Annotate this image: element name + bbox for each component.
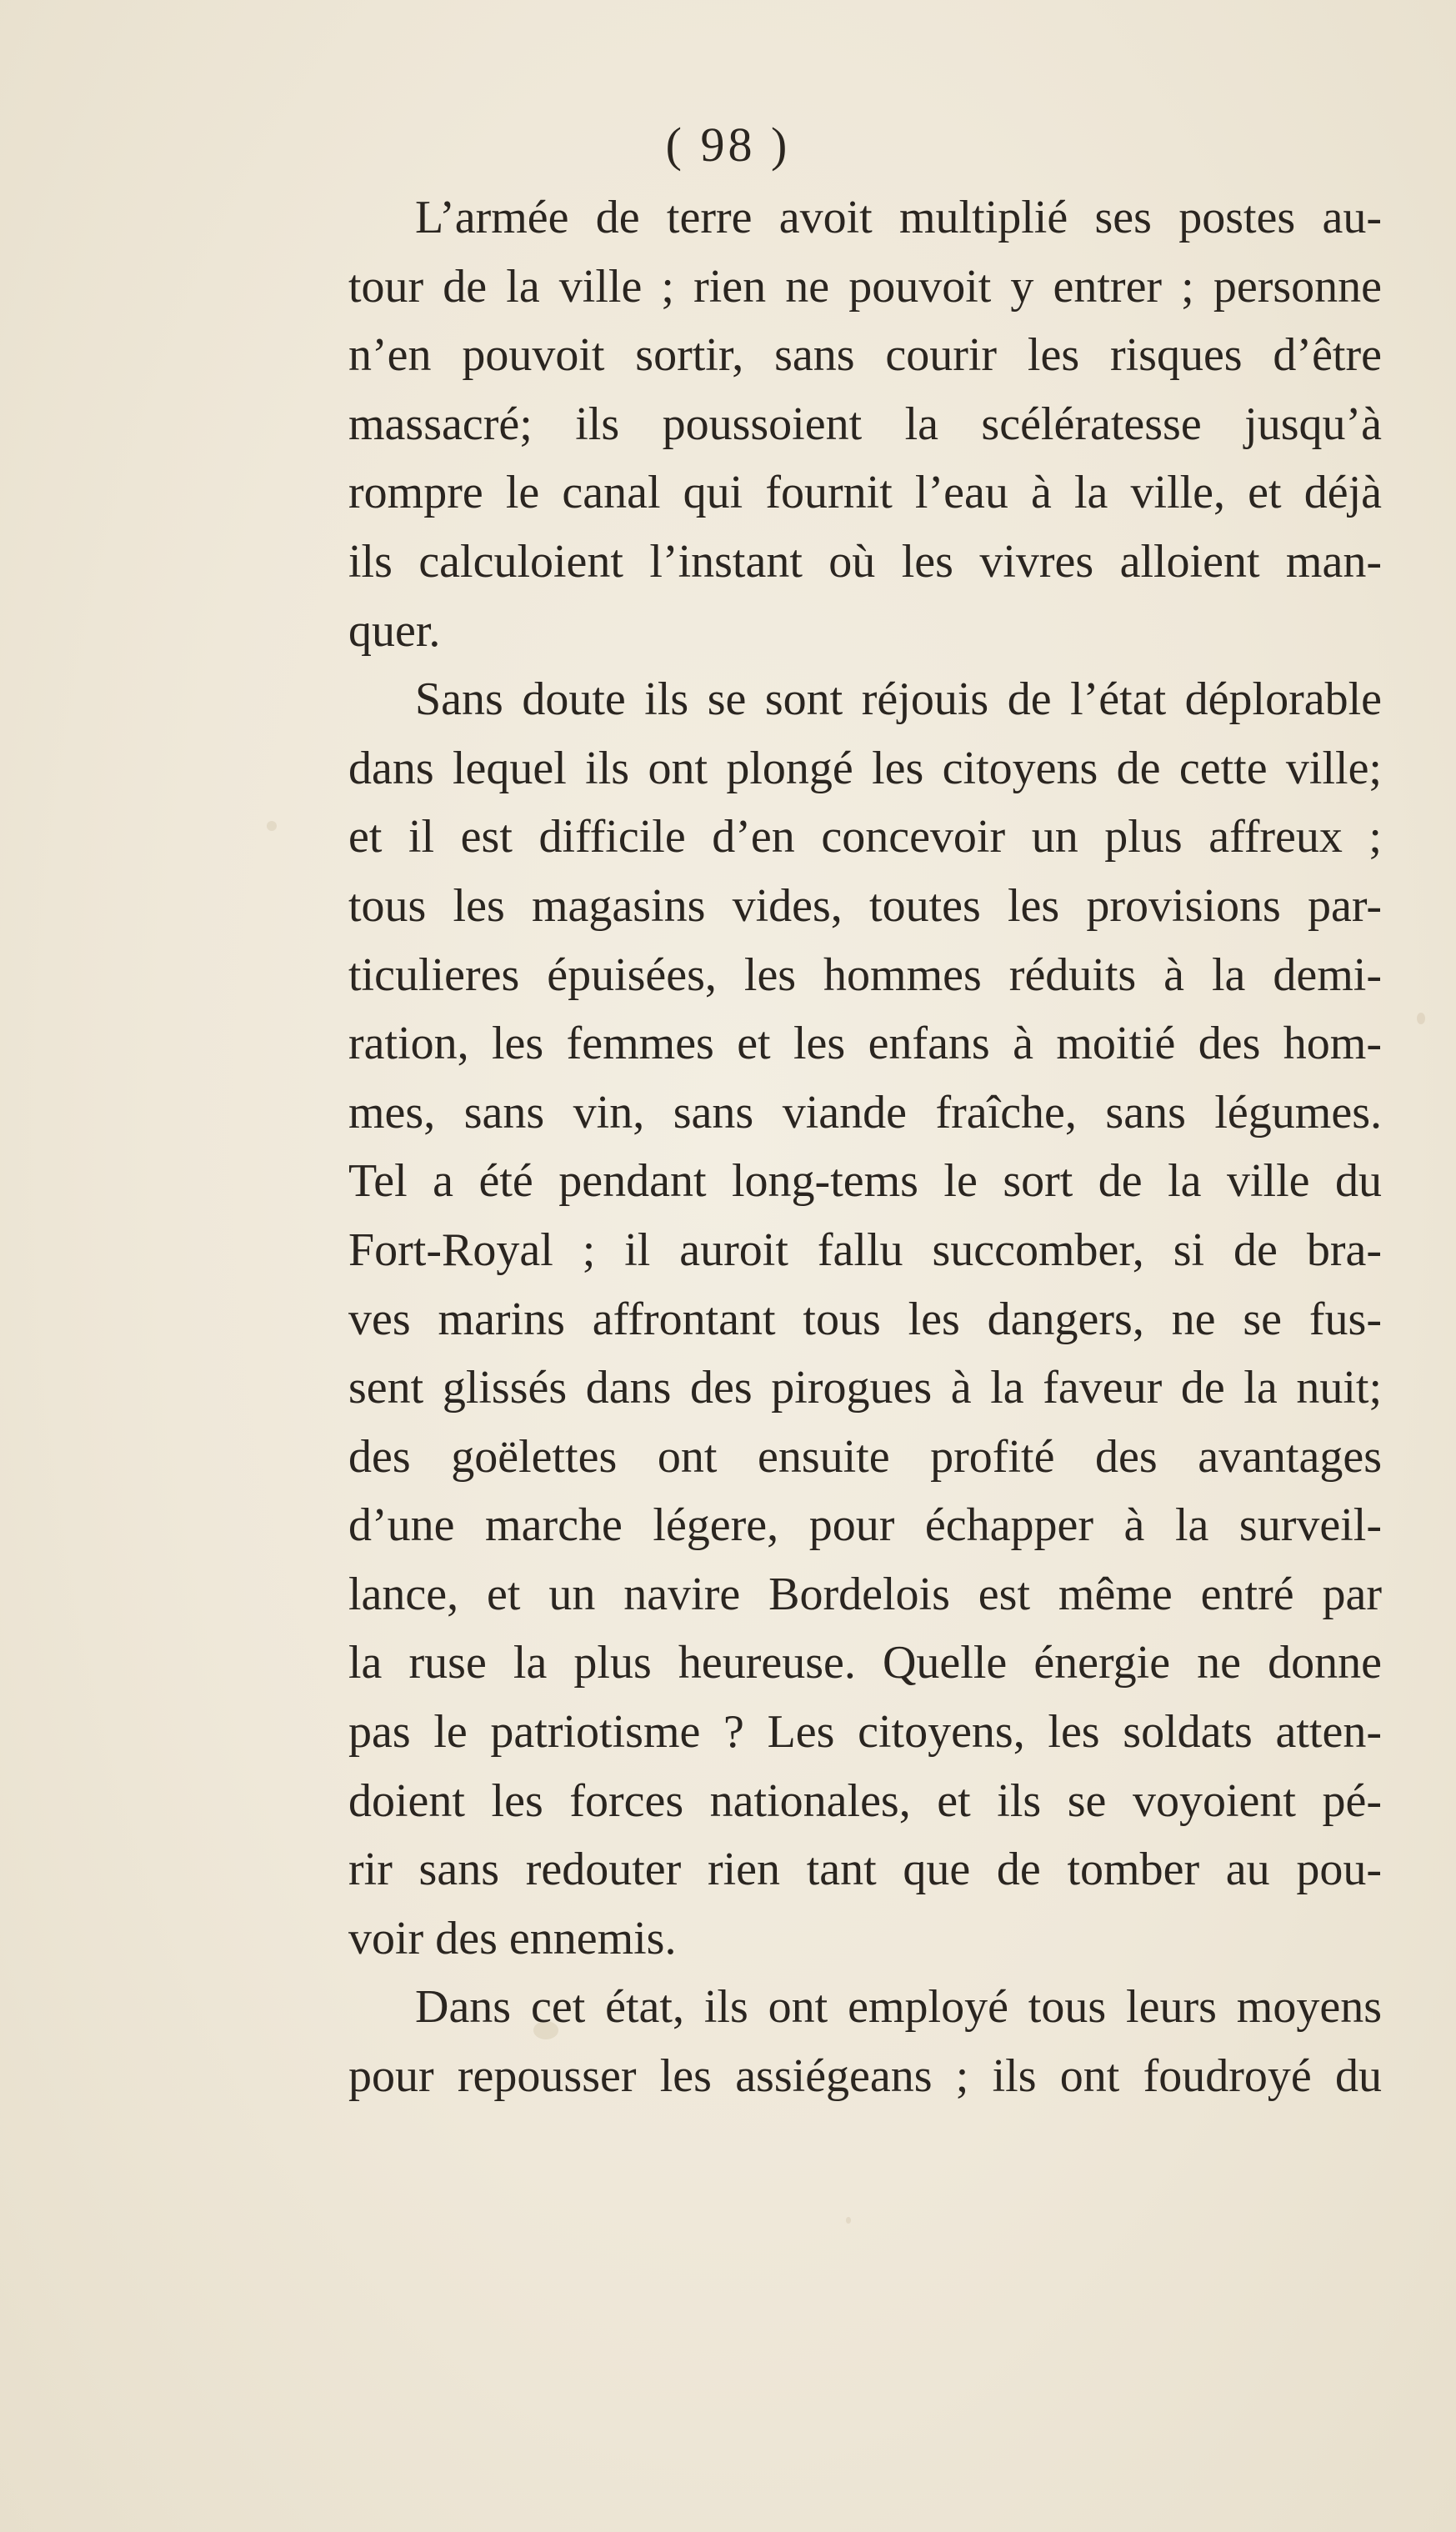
text-line: sent glissés dans des pirogues à la faveur de la nuit;	[348, 1362, 1382, 1414]
text-line: Fort-Royal ; il auroit fallu succomber, si de bra-	[348, 1223, 1382, 1276]
text-line: ticulieres épuisées, les hommes réduits à la demi-	[348, 948, 1382, 1001]
text-line: doient les forces nationales, et ils se voyoient pé-	[348, 1774, 1382, 1827]
text-line: Tel a été pendant long-tems le sort de la ville du	[348, 1155, 1382, 1208]
text-line: voir des ennemis.	[348, 1912, 677, 1964]
text-line: Dans cet état, ils ont employé tous leurs moyens	[415, 1981, 1382, 2034]
text-line: dans lequel ils ont plongé les citoyens de cette ville;	[348, 742, 1382, 794]
text-line: massacré; ils poussoient la scélératesse jusqu’à	[348, 398, 1382, 450]
paper-stain	[846, 2217, 851, 2224]
text-line: rir sans redouter rien tant que de tomber au pou-	[348, 1844, 1382, 1896]
text-line: lance, et un navire Bordelois est même entré par	[348, 1568, 1382, 1620]
text-line: pour repousser les assiégeans ; ils ont foudroyé du	[348, 2050, 1382, 2103]
text-line: et il est difficile d’en concevoir un plus affreux ;	[348, 811, 1382, 863]
text-line: quer.	[348, 604, 441, 657]
page-number: ( 98 )	[665, 118, 791, 172]
text-line: ves marins affrontant tous les dangers, ne se fus-	[348, 1293, 1382, 1345]
body-text	[348, 183, 1382, 2111]
text-line: tous les magasins vides, toutes les provisions par-	[348, 879, 1382, 932]
text-line: Sans doute ils se sont réjouis de l’état déplorable	[415, 673, 1382, 726]
text-line: rompre le canal qui fournit l’eau à la ville, et déjà	[348, 467, 1382, 519]
text-line: n’en pouvoit sortir, sans courir les risques d’être	[348, 329, 1382, 382]
paper-stain	[267, 821, 277, 831]
text-line: L’armée de terre avoit multiplié ses postes au-	[415, 192, 1382, 243]
text-line: pas le patriotisme ? Les citoyens, les soldats atten-	[348, 1706, 1382, 1759]
text-line: ration, les femmes et les enfans à moitié des hom-	[348, 1018, 1382, 1070]
text-line: la ruse la plus heureuse. Quelle énergie ne donne	[348, 1637, 1382, 1689]
paper-stain	[1417, 1013, 1425, 1024]
text-line: mes, sans vin, sans viande fraîche, sans légumes.	[348, 1086, 1382, 1138]
text-line: des goëlettes ont ensuite profité des avantages	[348, 1430, 1382, 1483]
text-line: tour de la ville ; rien ne pouvoit y entrer ; personne	[348, 260, 1382, 313]
text-line: ils calculoient l’instant où les vivres alloient man-	[348, 535, 1382, 588]
text-line: d’une marche légere, pour échapper à la surveil-	[348, 1499, 1382, 1552]
